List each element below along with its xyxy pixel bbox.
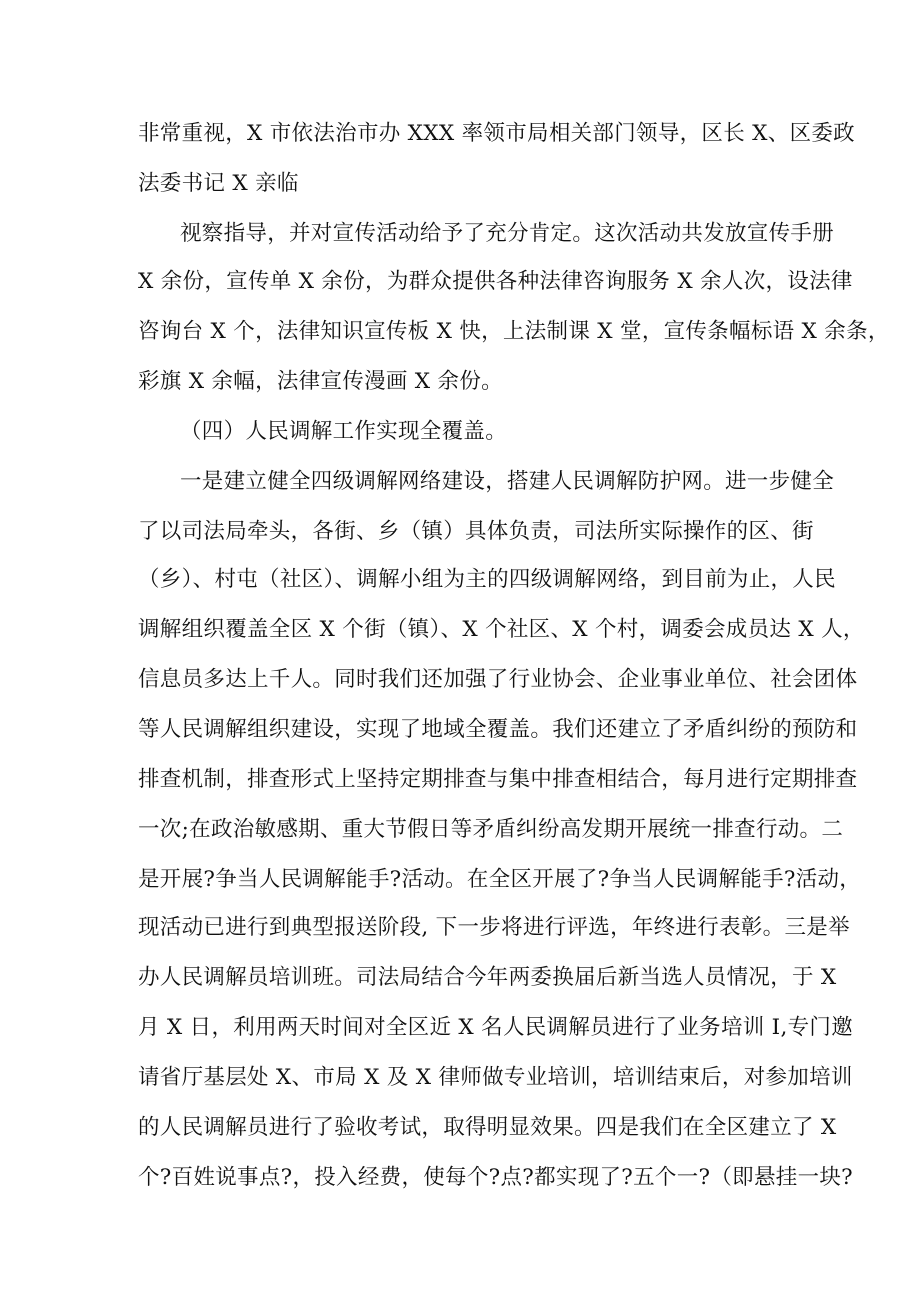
paragraph-line: （乡）、村屯（社区）、调解小组为主的四级调解网络，到目前为止，人民 (138, 567, 836, 592)
paragraph-line: 排查机制，排查形式上坚持定期排查与集中排查相结合，每月进行定期排查 (138, 767, 858, 792)
paragraph-line: 的人民调解员进行了验收考试，取得明显效果。四是我们在全区建立了 X (138, 1115, 837, 1140)
paragraph-line: 是开展?争当人民调解能手?活动。在全区开展了?争当人民调解能手?活动， (138, 867, 862, 892)
paragraph-line: 调解组织覆盖全区 X 个街（镇）、X 个社区、X 个村，调委会成员达 X 人， (138, 617, 865, 642)
paragraph-line: 了以司法局牵头，各街、乡（镇）具体负责，司法所实际操作的区、街 (138, 519, 814, 544)
paragraph-line: 一是建立健全四级调解网络建设，搭建人民调解防护网。进一步健全 (180, 469, 835, 494)
paragraph-line: X 余份，宣传单 X 余份，为群众提供各种法律咨询服务 X 余人次，设法律 (138, 269, 853, 294)
section-heading: （四）人民调解工作实现全覆盖。 (180, 419, 508, 444)
paragraph-line: 非常重视，X 市依法治市办 XXX 率领市局相关部门领导，区长 X、区委政 (138, 121, 855, 146)
paragraph-line: 一次;在政治敏感期、重大节假日等矛盾纠纷高发期开展统一排查行动。二 (138, 817, 844, 842)
paragraph-line: 法委书记 X 亲临 (138, 171, 299, 196)
paragraph-line: 个?百姓说事点?，投入经费，使每个?点?都实现了?五个一?（即悬挂一块? (138, 1165, 853, 1190)
paragraph-line: 等人民调解组织建设，实现了地域全覆盖。我们还建立了矛盾纠纷的预防和 (138, 717, 858, 742)
paragraph-line: 月 X 日，利用两天时间对全区近 X 名人民调解员进行了业务培训 I,专门邀 (138, 1015, 854, 1040)
paragraph-line: 彩旗 X 余幅，法律宣传漫画 X 余份。 (138, 369, 503, 394)
paragraph-line: 现活动已进行到典型报送阶段, 下一步将进行评选，年终进行表彰。三是举 (138, 915, 850, 940)
paragraph-line: 请省厅基层处 X、市局 X 及 X 律师做专业培训，培训结束后，对参加培训 (138, 1065, 853, 1090)
paragraph-line: 咨询台 X 个，法律知识宣传板 X 快，上法制课 X 堂，宣传条幅标语 X 余条， (138, 319, 890, 344)
paragraph-line: 信息员多达上千人。同时我们还加强了行业协会、企业事业单位、社会团体 (138, 667, 858, 692)
paragraph-line: 视察指导，并对宣传活动给予了充分肯定。这次活动共发放宣传手册 (180, 221, 835, 246)
paragraph-line: 办人民调解员培训班。司法局结合今年两委换届后新当选人员情况，于 X (138, 965, 837, 990)
